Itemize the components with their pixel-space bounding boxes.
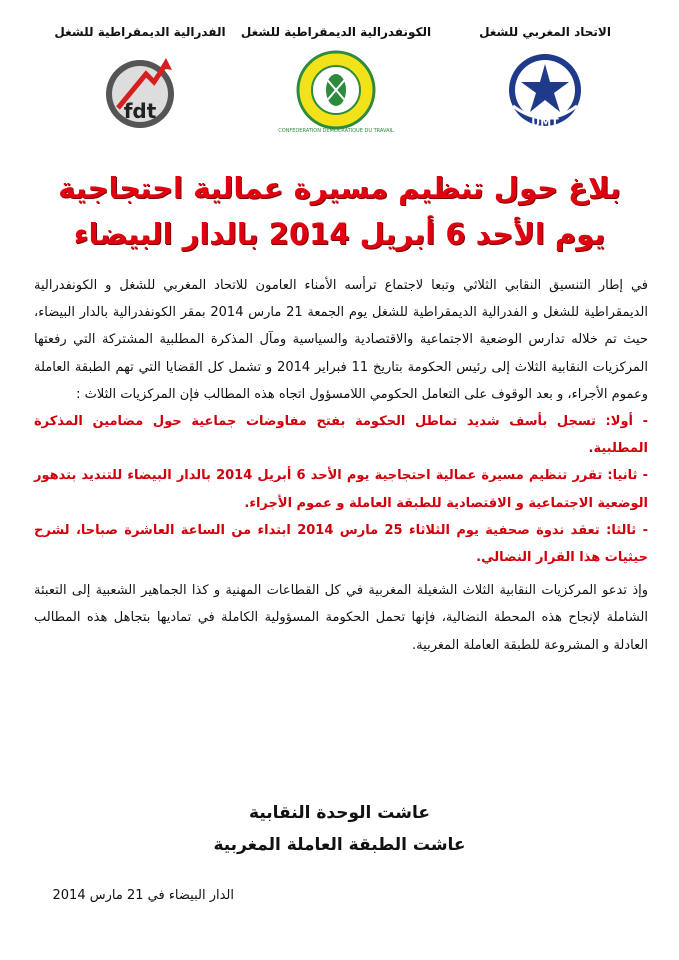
slogans: [0, 797, 679, 861]
point-1: - أولا: تسجل بأسف شديد تماطل الحكومة بفتح مفاوضات جماعية حول مضامين المذكرة المطلبية.: [34, 414, 648, 457]
document-body: [34, 272, 648, 659]
header-logos: [0, 24, 679, 150]
org-fdt-name: الفدرالية الديمقراطية للشغل: [54, 25, 226, 39]
org-cdt-name: الكونفدرالية الديمقراطية للشغل: [240, 25, 432, 39]
svg-text:UMT: UMT: [531, 116, 559, 129]
footer-date: الدار البيضاء في 21 مارس 2014: [52, 888, 234, 903]
title-line-1: بلاغ حول تنظيم مسيرة عمالية احتجاجية: [58, 171, 621, 205]
fdt-logo: [94, 46, 186, 138]
svg-text:CONFEDERATION DEMOCRATIQUE DU: CONFEDERATION DEMOCRATIQUE DU TRAVAIL: [278, 128, 394, 134]
org-cdt: [236, 24, 436, 138]
cdt-logo: [278, 46, 394, 138]
document-title: [20, 165, 659, 257]
org-umt: [445, 24, 645, 138]
point-2: - ثانيا: تقرر تنظيم مسيرة عمالية احتجاجية يوم الأحد 6 أبريل 2014 بالدار البيضاء للتنديد بتدهور الوضعية الاجتماعية و الاقتصادية للطبقة العاملة و عموم الأجراء.: [34, 468, 648, 511]
point-3: - ثالثا: تعقد ندوة صحفية يوم الثلاثاء 25 مارس 2014 ابتداء من الساعة العاشرة صباحا، لشرح حيثيات هذا القرار النضالي.: [34, 522, 648, 566]
intro-paragraph: في إطار التنسيق النقابي الثلاثي وتبعا لاجتماع ترأسه الأمناء العامون للاتحاد المغربي للشغل و الكونفدرالية الديمقراطية للشغل و الفدرالية الديمقراطية للشغل يوم الجمعة 21 مارس 2014 بمقر الكونفدرالية بالدار البيضاء، حيث تم خلاله تدارس الوضعية الاجتماعية والاقتصادية والسياسية ومآل المذكرة المطلبية المشتركة التي رفعتها المركزيات النقابية الثلاث إلى رئيس الحكومة بتاريخ 11 فبراير 2014 و تشمل كل القضايا التي تهم الطبقة العاملة وعموم الأجراء، و بعد الوقوف على التعامل الحكومي اللامسؤول اتجاه هذه المطالب فإن المركزيات الثلاث :: [34, 278, 649, 402]
title-line-2: يوم الأحد 6 أبريل 2014 بالدار البيضاء: [73, 217, 606, 251]
slogan-1: عاشت الوحدة النقابية: [249, 803, 430, 823]
umt-logo: [499, 46, 591, 138]
org-fdt: [40, 24, 240, 138]
org-umt-name: الاتحاد المغربي للشغل: [479, 25, 611, 39]
svg-text:fdt: fdt: [123, 99, 157, 123]
closing-paragraph: وإذ تدعو المركزيات النقابية الثلاث الشغيلة المغربية في كل القطاعات المهنية و كذا الجماهير الشعبية إلى التعبئة الشاملة لإنجاح هذه المحطة النضالية، فإنها تحمل الحكومة المسؤولية الكاملة في تماديها بتجاهل هذه المطالب العادلة و المشروعة للطبقة العاملة المغربية.: [34, 583, 648, 653]
slogan-2: عاشت الطبقة العاملة المغربية: [213, 835, 466, 855]
